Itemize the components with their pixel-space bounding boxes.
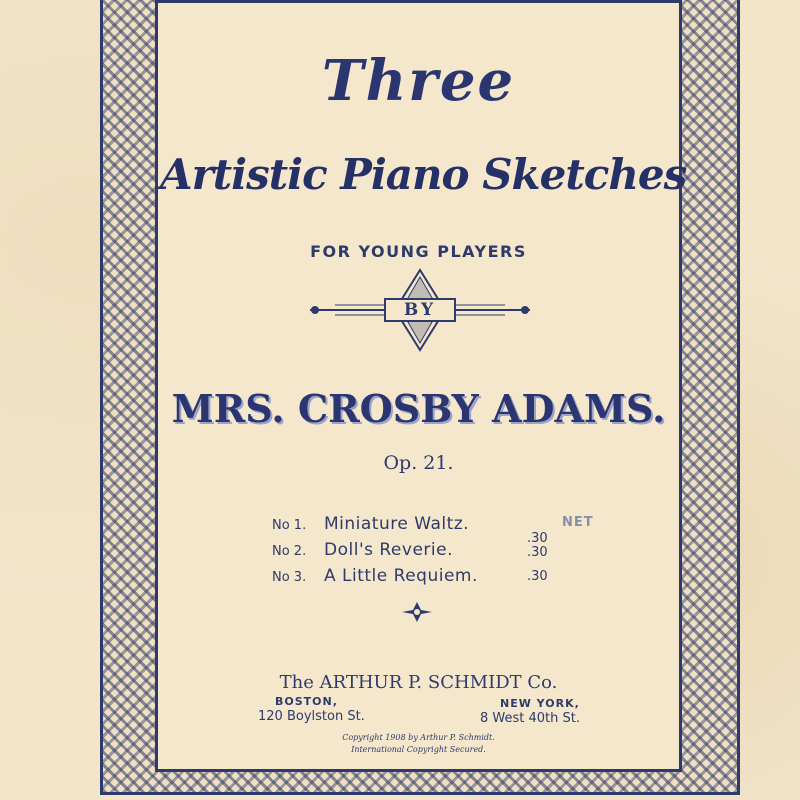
fleuron-icon: [400, 600, 434, 624]
piece-title: Doll's Reverie.: [324, 540, 453, 560]
title-line-three: Three: [321, 48, 516, 114]
price: .30: [527, 545, 548, 560]
boston-address: 120 Boylston St.: [258, 709, 365, 724]
copyright-line: Copyright 1908 by Arthur P. Schmidt.: [342, 733, 495, 742]
subtitle: FOR YOUNG PLAYERS: [310, 242, 527, 261]
composer-name: MRS. CROSBY ADAMS.: [171, 386, 666, 431]
publisher-name: The ARTHUR P. SCHMIDT Co.: [279, 672, 558, 693]
net-label: NET: [562, 515, 594, 530]
piece-title: Miniature Waltz.: [324, 514, 470, 534]
price: .30: [527, 569, 548, 584]
piece-row: [272, 566, 478, 590]
boston-city: BOSTON,: [275, 695, 338, 708]
newyork-city: NEW YORK,: [500, 697, 580, 710]
main-title: Artistic Piano Sketches: [160, 150, 687, 199]
opus-number: Op. 21.: [383, 452, 454, 474]
newyork-address: 8 West 40th St.: [480, 711, 580, 726]
piece-row: [272, 540, 453, 564]
piece-title: A Little Requiem.: [324, 566, 478, 586]
piece-number: No 3.: [272, 570, 307, 585]
piece-row: [272, 514, 469, 538]
copyright-line: International Copyright Secured.: [351, 745, 486, 754]
by-label: BY: [403, 300, 437, 320]
price: .30: [527, 531, 548, 546]
piece-number: No 1.: [272, 518, 307, 533]
piece-number: No 2.: [272, 544, 307, 559]
